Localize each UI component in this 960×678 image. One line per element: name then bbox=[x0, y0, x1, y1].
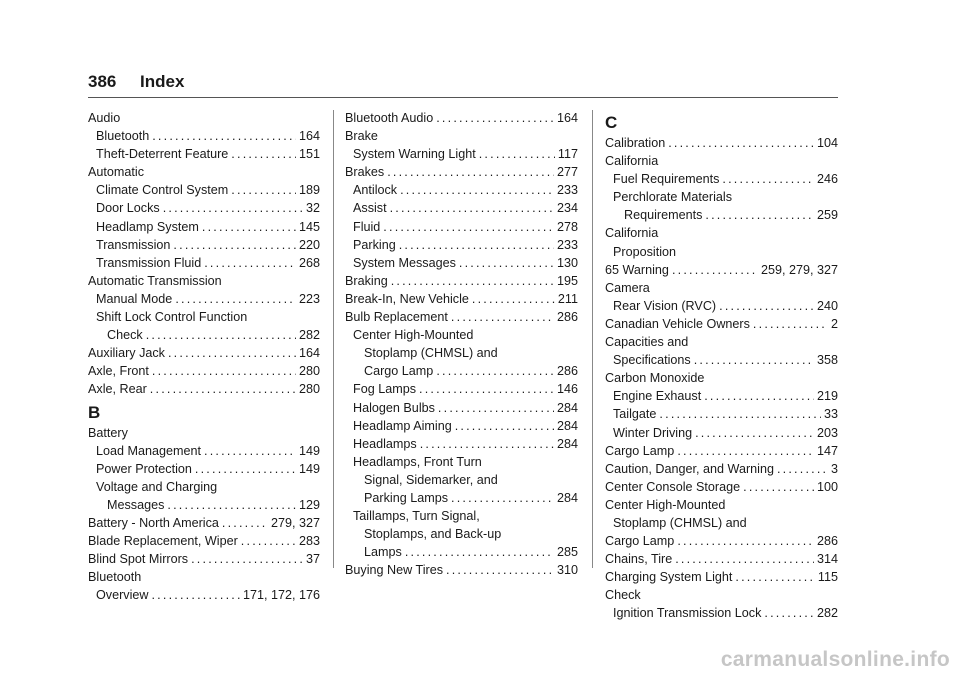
entry-term: Center High-Mounted bbox=[605, 497, 726, 512]
dot-leader bbox=[764, 604, 814, 622]
entry-term: Rear Vision (RVC) bbox=[613, 298, 717, 313]
index-column-3 bbox=[605, 109, 838, 623]
dot-leader bbox=[455, 417, 554, 435]
entry-term: Requirements bbox=[624, 208, 703, 223]
dot-leader bbox=[400, 181, 554, 199]
entry-page-ref: 33 bbox=[823, 407, 838, 422]
entry-term: Assist bbox=[353, 201, 387, 216]
index-entry bbox=[88, 109, 320, 127]
entry-term: Fluid bbox=[353, 219, 381, 234]
index-entry bbox=[345, 380, 578, 398]
index-entry bbox=[605, 279, 838, 297]
entry-page-ref: 284 bbox=[556, 436, 578, 451]
entry-term: Camera bbox=[605, 280, 650, 295]
entry-term: Caution, Danger, and Warning bbox=[605, 461, 774, 476]
entry-term: Chains, Tire bbox=[605, 552, 673, 567]
index-entry bbox=[345, 254, 578, 272]
entry-term: Calibration bbox=[605, 136, 666, 150]
dot-leader bbox=[168, 344, 296, 362]
dot-leader bbox=[173, 236, 296, 254]
entry-page-ref: 32 bbox=[305, 201, 320, 216]
entry-term: Theft-Deterrent Feature bbox=[96, 147, 229, 162]
dot-leader bbox=[677, 442, 814, 460]
entry-term: Manual Mode bbox=[96, 291, 173, 306]
entry-page-ref: 151 bbox=[298, 147, 320, 162]
index-entry bbox=[88, 442, 320, 460]
entry-page-ref: 129 bbox=[298, 497, 320, 512]
entry-page-ref: 195 bbox=[556, 273, 578, 288]
section-letter: B bbox=[88, 402, 101, 422]
entry-term: Bulb Replacement bbox=[345, 310, 448, 325]
index-entry bbox=[345, 471, 578, 489]
index-entry bbox=[345, 344, 578, 362]
entry-page-ref: 104 bbox=[816, 136, 838, 150]
entry-term: Check bbox=[107, 328, 143, 343]
entry-page-ref: 234 bbox=[556, 201, 578, 216]
entry-page-ref: 280 bbox=[298, 364, 320, 379]
entry-term: Bluetooth bbox=[96, 129, 150, 144]
index-entry bbox=[88, 145, 320, 163]
dot-leader bbox=[436, 362, 554, 380]
index-entry bbox=[88, 326, 320, 344]
dot-leader bbox=[163, 199, 303, 217]
dot-leader bbox=[241, 532, 296, 550]
index-entry bbox=[605, 532, 838, 550]
index-entry bbox=[88, 218, 320, 236]
dot-leader bbox=[451, 308, 554, 326]
entry-page-ref: 149 bbox=[298, 443, 320, 458]
entry-term: Halogen Bulbs bbox=[353, 400, 435, 415]
entry-term: Center Console Storage bbox=[605, 479, 741, 494]
entry-term: Audio bbox=[88, 111, 121, 125]
index-entry bbox=[345, 525, 578, 543]
entry-page-ref: 2 bbox=[830, 316, 838, 331]
dot-leader bbox=[446, 561, 554, 579]
dot-leader bbox=[399, 236, 554, 254]
dot-leader bbox=[151, 586, 239, 604]
dot-leader bbox=[438, 399, 554, 417]
dot-leader bbox=[222, 514, 268, 532]
dot-leader bbox=[391, 272, 554, 290]
dot-leader bbox=[390, 199, 554, 217]
index-entry bbox=[345, 489, 578, 507]
dot-leader bbox=[451, 489, 554, 507]
dot-leader bbox=[419, 380, 554, 398]
entry-page-ref: 358 bbox=[816, 353, 838, 368]
entry-term: Blade Replacement, Wiper bbox=[88, 534, 238, 549]
entry-page-ref: 149 bbox=[298, 461, 320, 476]
column-divider bbox=[592, 110, 593, 568]
index-entry bbox=[345, 163, 578, 181]
entry-term: Climate Control System bbox=[96, 183, 229, 198]
index-entry bbox=[88, 586, 320, 604]
index-entry bbox=[605, 243, 838, 261]
entry-term: Winter Driving bbox=[613, 425, 693, 440]
index-entry bbox=[605, 478, 838, 496]
index-entry bbox=[605, 134, 838, 152]
index-entry bbox=[605, 586, 838, 604]
entry-page-ref: 115 bbox=[817, 570, 838, 585]
dot-leader bbox=[472, 290, 555, 308]
dot-leader bbox=[204, 442, 296, 460]
column-divider bbox=[333, 110, 334, 568]
entry-term: Taillamps, Turn Signal, bbox=[353, 509, 480, 524]
entry-page-ref: 240 bbox=[816, 298, 838, 313]
dot-leader bbox=[152, 362, 296, 380]
entry-page-ref: 310 bbox=[556, 563, 578, 578]
index-entry bbox=[88, 550, 320, 568]
page-number: 386 bbox=[88, 72, 117, 91]
index-entry bbox=[88, 181, 320, 199]
index-entry bbox=[88, 272, 320, 290]
entry-term: 65 Warning bbox=[605, 262, 669, 277]
index-entry bbox=[345, 453, 578, 471]
index-entry bbox=[345, 362, 578, 380]
entry-term: Cargo Lamp bbox=[605, 443, 675, 458]
entry-page-ref: 286 bbox=[556, 364, 578, 379]
entry-term: Stoplamp (CHMSL) and bbox=[364, 346, 498, 361]
dot-leader bbox=[704, 387, 814, 405]
entry-term: Voltage and Charging bbox=[96, 479, 218, 494]
entry-term: Break-In, New Vehicle bbox=[345, 291, 469, 306]
index-entry bbox=[88, 496, 320, 514]
index-column-1 bbox=[88, 109, 320, 604]
index-entry bbox=[345, 199, 578, 217]
entry-term: Ignition Transmission Lock bbox=[613, 606, 762, 621]
index-entry bbox=[605, 424, 838, 442]
dot-leader bbox=[191, 550, 303, 568]
index-entry bbox=[345, 290, 578, 308]
index-entry bbox=[605, 188, 838, 206]
dot-leader bbox=[167, 496, 296, 514]
index-entry bbox=[88, 460, 320, 478]
index-entry bbox=[605, 170, 838, 188]
entry-page-ref: 279, 327 bbox=[270, 515, 320, 530]
dot-leader bbox=[459, 254, 554, 272]
index-entry bbox=[88, 290, 320, 308]
entry-term: Capacities and bbox=[605, 335, 689, 350]
dot-leader bbox=[405, 543, 554, 561]
entry-page-ref: 146 bbox=[556, 382, 578, 397]
index-entry bbox=[88, 344, 320, 362]
dot-leader bbox=[719, 297, 814, 315]
entry-page-ref: 286 bbox=[816, 534, 838, 549]
entry-page-ref: 314 bbox=[816, 552, 838, 567]
index-entry bbox=[88, 163, 320, 181]
index-entry bbox=[345, 236, 578, 254]
entry-term: Overview bbox=[96, 588, 149, 603]
entry-page-ref: 268 bbox=[298, 255, 320, 270]
index-entry bbox=[605, 604, 838, 622]
entry-term: Canadian Vehicle Owners bbox=[605, 316, 750, 331]
index-entry bbox=[88, 308, 320, 326]
entry-page-ref: 284 bbox=[556, 418, 578, 433]
index-entry bbox=[345, 507, 578, 525]
entry-term: Parking bbox=[353, 237, 396, 252]
entry-page-ref: 164 bbox=[556, 111, 578, 125]
index-entry bbox=[345, 399, 578, 417]
entry-page-ref: 117 bbox=[557, 147, 578, 162]
entry-page-ref: 283 bbox=[298, 534, 320, 549]
entry-page-ref: 219 bbox=[816, 389, 838, 404]
entry-term: Axle, Front bbox=[88, 364, 149, 379]
index-column-2 bbox=[345, 109, 578, 579]
page-header bbox=[88, 70, 838, 98]
dot-leader bbox=[150, 380, 296, 398]
index-entry bbox=[345, 308, 578, 326]
index-entry bbox=[605, 550, 838, 568]
index-entry bbox=[345, 435, 578, 453]
index-entry bbox=[88, 127, 320, 145]
entry-page-ref: 278 bbox=[556, 219, 578, 234]
entry-term: Check bbox=[605, 588, 641, 603]
index-entry bbox=[345, 181, 578, 199]
entry-term: Battery bbox=[88, 425, 128, 440]
entry-term: Antilock bbox=[353, 183, 398, 198]
index-entry bbox=[345, 145, 578, 163]
dot-leader bbox=[777, 460, 828, 478]
dot-leader bbox=[735, 568, 815, 586]
entry-term: Brakes bbox=[345, 165, 385, 180]
dot-leader bbox=[146, 326, 296, 344]
dot-leader bbox=[152, 127, 296, 145]
entry-page-ref: 246 bbox=[816, 172, 838, 187]
entry-page-ref: 282 bbox=[816, 606, 838, 621]
dot-leader bbox=[753, 315, 828, 333]
index-entry bbox=[88, 380, 320, 398]
index-entry bbox=[605, 369, 838, 387]
index-entry bbox=[605, 568, 838, 586]
header-rule bbox=[88, 97, 838, 98]
entry-page-ref: 233 bbox=[556, 183, 578, 198]
entry-page-ref: 100 bbox=[816, 479, 838, 494]
dot-leader bbox=[694, 351, 814, 369]
entry-term: Buying New Tires bbox=[345, 563, 443, 578]
entry-term: Blind Spot Mirrors bbox=[88, 552, 189, 567]
entry-term: System Messages bbox=[353, 255, 456, 270]
index-entry bbox=[345, 326, 578, 344]
dot-leader bbox=[659, 405, 821, 423]
index-entry bbox=[605, 206, 838, 224]
index-entry bbox=[605, 460, 838, 478]
entry-term: Tailgate bbox=[613, 407, 657, 422]
entry-term: Perchlorate Materials bbox=[613, 190, 732, 205]
dot-leader bbox=[231, 145, 296, 163]
index-entry bbox=[345, 127, 578, 145]
index-entry bbox=[605, 315, 838, 333]
entry-page-ref: 171, 172, 176 bbox=[242, 588, 320, 603]
dot-leader bbox=[705, 206, 814, 224]
index-entry bbox=[88, 424, 320, 442]
entry-page-ref: 203 bbox=[816, 425, 838, 440]
entry-page-ref: 284 bbox=[556, 490, 578, 505]
index-entry bbox=[88, 568, 320, 586]
entry-term: Charging System Light bbox=[605, 570, 733, 585]
entry-term: Cargo Lamp bbox=[364, 364, 434, 379]
entry-term: Load Management bbox=[96, 443, 202, 458]
dot-leader bbox=[420, 435, 554, 453]
section-letter: C bbox=[605, 113, 618, 132]
entry-term: Transmission Fluid bbox=[96, 255, 202, 270]
entry-term: Power Protection bbox=[96, 461, 192, 476]
dot-leader bbox=[672, 261, 758, 279]
dot-leader bbox=[204, 254, 296, 272]
entry-term: Brake bbox=[345, 129, 378, 144]
entry-term: Lamps bbox=[364, 545, 402, 560]
entry-page-ref: 282 bbox=[298, 328, 320, 343]
index-entry bbox=[605, 442, 838, 460]
entry-term: Proposition bbox=[613, 244, 677, 259]
index-entry bbox=[605, 387, 838, 405]
dot-leader bbox=[677, 532, 814, 550]
entry-term: Carbon Monoxide bbox=[605, 371, 705, 386]
entry-page-ref: 223 bbox=[298, 291, 320, 306]
index-entry bbox=[605, 405, 838, 423]
entry-term: Signal, Sidemarker, and bbox=[364, 472, 498, 487]
entry-term: Bluetooth bbox=[88, 570, 142, 585]
index-entry bbox=[605, 224, 838, 242]
entry-page-ref: 220 bbox=[298, 237, 320, 252]
entry-page-ref: 37 bbox=[305, 552, 320, 567]
dot-leader bbox=[479, 145, 555, 163]
entry-page-ref: 284 bbox=[556, 400, 578, 415]
entry-term: Axle, Rear bbox=[88, 382, 147, 397]
index-entry bbox=[345, 109, 578, 127]
entry-term: Cargo Lamp bbox=[605, 534, 675, 549]
entry-term: California bbox=[605, 154, 659, 169]
entry-page-ref: 3 bbox=[830, 461, 838, 476]
entry-term: Door Locks bbox=[96, 201, 160, 216]
dot-leader bbox=[436, 109, 554, 127]
entry-page-ref: 277 bbox=[556, 165, 578, 180]
index-entry bbox=[345, 417, 578, 435]
index-entry bbox=[345, 561, 578, 579]
dot-leader bbox=[383, 218, 554, 236]
entry-term: California bbox=[605, 226, 659, 241]
page-title: Index bbox=[140, 72, 185, 91]
entry-page-ref: 189 bbox=[298, 183, 320, 198]
entry-term: Headlamp System bbox=[96, 219, 199, 234]
entry-page-ref: 130 bbox=[556, 255, 578, 270]
entry-term: Headlamps bbox=[353, 436, 417, 451]
entry-term: Automatic bbox=[88, 165, 144, 180]
dot-leader bbox=[675, 550, 814, 568]
dot-leader bbox=[722, 170, 814, 188]
entry-page-ref: 145 bbox=[298, 219, 320, 234]
entry-page-ref: 233 bbox=[556, 237, 578, 252]
entry-page-ref: 164 bbox=[298, 129, 320, 144]
entry-term: System Warning Light bbox=[353, 147, 476, 162]
entry-page-ref: 286 bbox=[556, 310, 578, 325]
entry-term: Bluetooth Audio bbox=[345, 111, 434, 125]
entry-term: Braking bbox=[345, 273, 388, 288]
entry-term: Fuel Requirements bbox=[613, 172, 720, 187]
index-entry bbox=[605, 333, 838, 351]
dot-leader bbox=[231, 181, 296, 199]
index-entry bbox=[605, 297, 838, 315]
site-watermark: carmanualsonline.info bbox=[720, 648, 950, 671]
entry-term: Headlamp Aiming bbox=[353, 418, 452, 433]
entry-term: Automatic Transmission bbox=[88, 273, 222, 288]
dot-leader bbox=[202, 218, 296, 236]
entry-page-ref: 147 bbox=[816, 443, 838, 458]
index-entry bbox=[605, 152, 838, 170]
entry-page-ref: 259 bbox=[816, 208, 838, 223]
index-entry bbox=[88, 199, 320, 217]
entry-page-ref: 259, 279, 327 bbox=[760, 262, 838, 277]
index-entry bbox=[345, 272, 578, 290]
entry-term: Engine Exhaust bbox=[613, 389, 702, 404]
entry-term: Parking Lamps bbox=[364, 490, 448, 505]
entry-term: Auxiliary Jack bbox=[88, 346, 165, 361]
entry-page-ref: 211 bbox=[557, 291, 578, 306]
entry-term: Fog Lamps bbox=[353, 382, 416, 397]
entry-term: Battery - North America bbox=[88, 515, 219, 530]
index-entry bbox=[345, 218, 578, 236]
dot-leader bbox=[743, 478, 814, 496]
index-entry bbox=[88, 254, 320, 272]
index-entry bbox=[88, 362, 320, 380]
index-entry bbox=[605, 496, 838, 514]
index-entry bbox=[605, 514, 838, 532]
entry-term: Stoplamps, and Back-up bbox=[364, 527, 502, 542]
entry-term: Stoplamp (CHMSL) and bbox=[613, 515, 747, 530]
index-entry bbox=[88, 532, 320, 550]
entry-term: Transmission bbox=[96, 237, 171, 252]
index-entry bbox=[88, 514, 320, 532]
entry-page-ref: 164 bbox=[298, 346, 320, 361]
index-entry bbox=[605, 351, 838, 369]
index-entry bbox=[605, 261, 838, 279]
dot-leader bbox=[195, 460, 296, 478]
entry-term: Messages bbox=[107, 497, 165, 512]
index-entry bbox=[88, 236, 320, 254]
dot-leader bbox=[695, 424, 814, 442]
entry-term: Headlamps, Front Turn bbox=[353, 454, 482, 469]
index-entry bbox=[345, 543, 578, 561]
index-entry bbox=[88, 478, 320, 496]
entry-term: Center High-Mounted bbox=[353, 328, 474, 343]
entry-page-ref: 285 bbox=[556, 545, 578, 560]
dot-leader bbox=[175, 290, 296, 308]
entry-term: Shift Lock Control Function bbox=[96, 310, 248, 325]
dot-leader bbox=[668, 134, 814, 152]
entry-page-ref: 280 bbox=[298, 382, 320, 397]
dot-leader bbox=[387, 163, 554, 181]
entry-term: Specifications bbox=[613, 353, 691, 368]
